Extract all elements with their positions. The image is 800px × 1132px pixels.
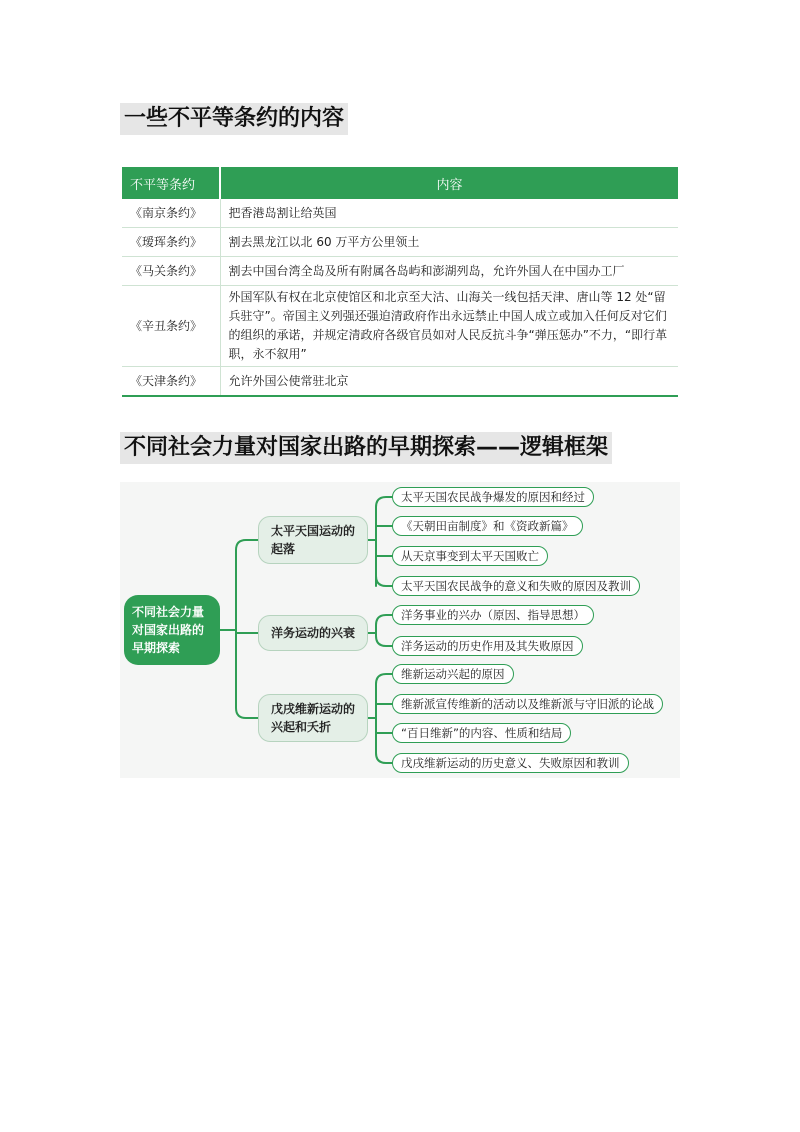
connector-branch1-leaves bbox=[376, 497, 392, 586]
header-content: 内容 bbox=[220, 167, 678, 199]
leaf-node: 洋务事业的兴办（原因、指导思想） bbox=[392, 605, 594, 625]
treaty-content: 把香港岛割让给英国 bbox=[220, 199, 678, 228]
branch-reform: 戊戌维新运动的兴起和夭折 bbox=[258, 694, 368, 742]
treaty-name: 《马关条约》 bbox=[122, 257, 220, 286]
branch-westernization: 洋务运动的兴衰 bbox=[258, 615, 368, 651]
connector-branch2-leaves bbox=[376, 615, 392, 646]
treaty-content: 外国军队有权在北京使馆区和北京至大沽、山海关一线包括天津、唐山等 12 处“留兵驻守”。帝国主义列强还强迫清政府作出永远禁止中国人成立或加入任何反对它们的组织的承诺，并规定清政府各级官员如对人民反抗斗争“弹压惩办”不力，“即行革职，永不叙用” bbox=[220, 286, 678, 367]
leaf-node: 太平天国农民战争爆发的原因和经过 bbox=[392, 487, 594, 507]
leaf-node: “百日维新”的内容、性质和结局 bbox=[392, 723, 571, 743]
mind-map-root: 不同社会力量对国家出路的早期探索 bbox=[124, 595, 220, 665]
leaf-node: 洋务运动的历史作用及其失败原因 bbox=[392, 636, 583, 656]
treaty-content: 允许外国公使常驻北京 bbox=[220, 367, 678, 397]
table-row bbox=[122, 367, 678, 397]
mind-map bbox=[120, 482, 680, 778]
connector-root-branch-2 bbox=[236, 630, 258, 633]
connector-root-branch-3 bbox=[236, 630, 258, 718]
section-title-framework: 不同社会力量对国家出路的早期探索——逻辑框架 bbox=[120, 432, 612, 464]
leaf-node: 维新派宣传维新的活动以及维新派与守旧派的论战 bbox=[392, 694, 663, 714]
table-row bbox=[122, 199, 678, 228]
treaty-content: 割去中国台湾全岛及所有附属各岛屿和澎湖列岛，允许外国人在中国办工厂 bbox=[220, 257, 678, 286]
branch-taiping: 太平天国运动的起落 bbox=[258, 516, 368, 564]
treaty-name: 《瑷珲条约》 bbox=[122, 228, 220, 257]
table-header-row bbox=[122, 167, 678, 199]
leaf-node: 《天朝田亩制度》和《资政新篇》 bbox=[392, 516, 583, 536]
table-row bbox=[122, 257, 678, 286]
leaf-node: 戊戌维新运动的历史意义、失败原因和教训 bbox=[392, 753, 629, 773]
treaty-name: 《南京条约》 bbox=[122, 199, 220, 228]
section-title-treaties: 一些不平等条约的内容 bbox=[120, 103, 348, 135]
connector-root-branch-1 bbox=[236, 540, 258, 630]
leaf-node: 太平天国农民战争的意义和失败的原因及教训 bbox=[392, 576, 640, 596]
table-row bbox=[122, 286, 678, 367]
treaty-name: 《天津条约》 bbox=[122, 367, 220, 397]
leaf-node: 维新运动兴起的原因 bbox=[392, 664, 514, 684]
leaf-node: 从天京事变到太平天国败亡 bbox=[392, 546, 548, 566]
treaty-name: 《辛丑条约》 bbox=[122, 286, 220, 367]
header-treaty: 不平等条约 bbox=[122, 167, 220, 199]
treaty-content: 割去黑龙江以北 60 万平方公里领土 bbox=[220, 228, 678, 257]
table-row bbox=[122, 228, 678, 257]
treaty-table bbox=[122, 167, 678, 397]
connector-branch3-leaves bbox=[376, 674, 392, 763]
